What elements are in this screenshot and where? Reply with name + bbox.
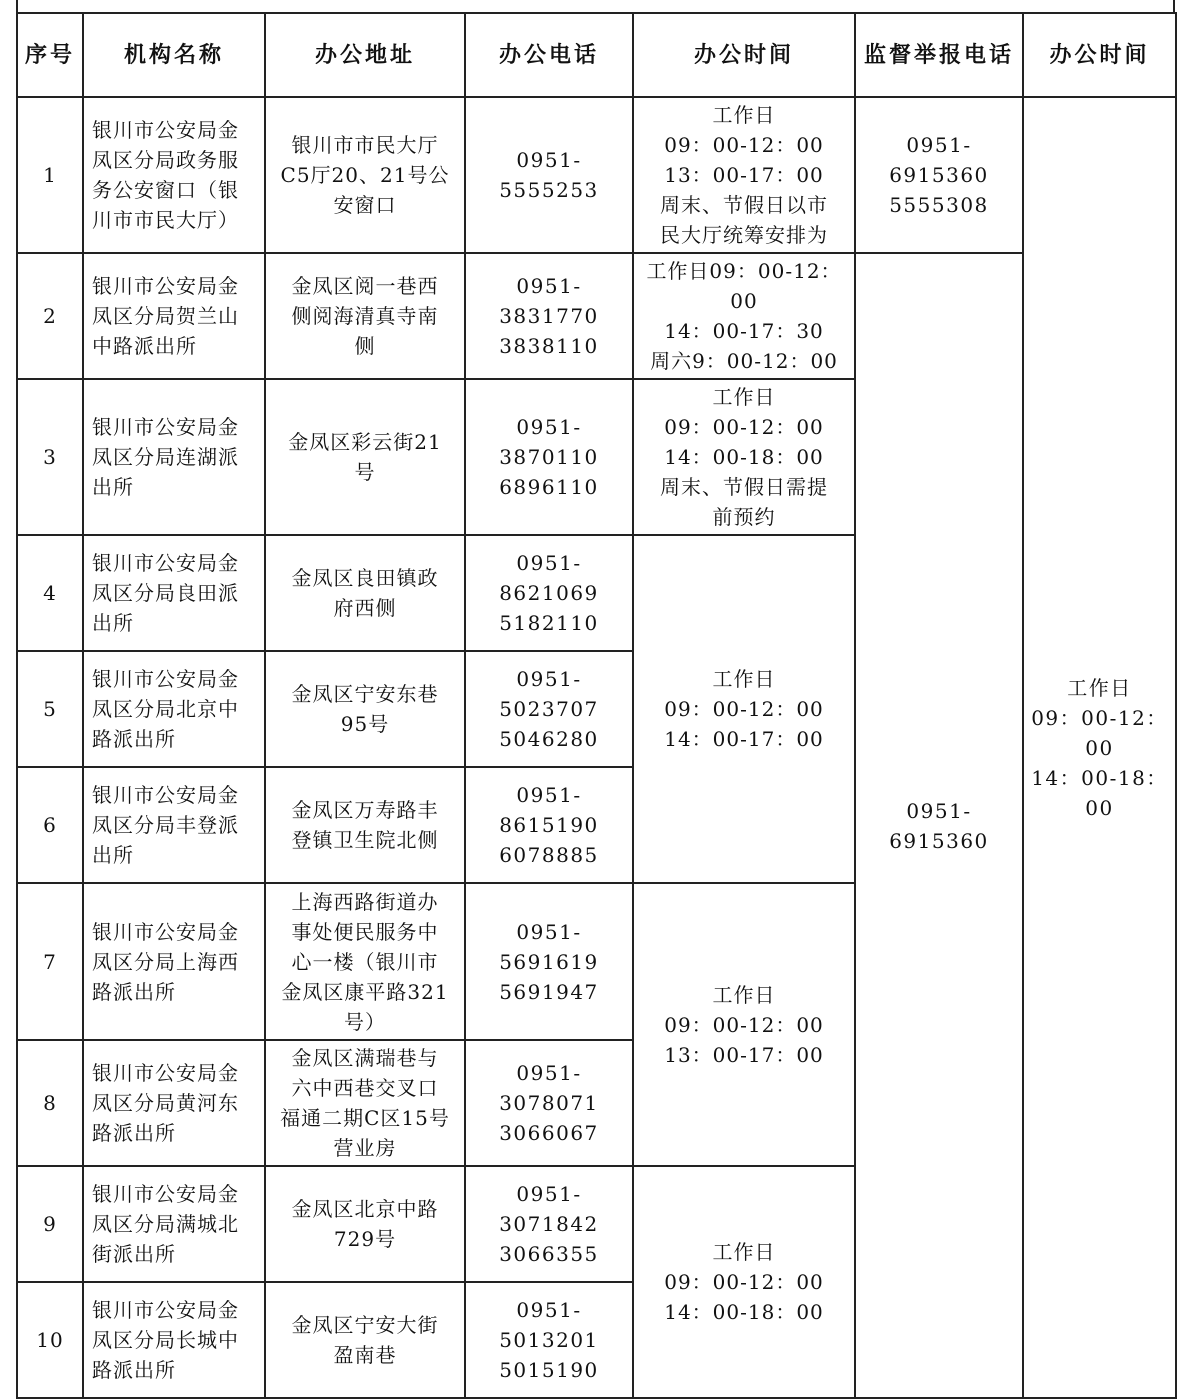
row-org-name: 银川市公安局金 凤区分局黄河东 路派出所 (83, 1040, 265, 1166)
row-org-name: 银川市公安局金 凤区分局政务服 务公安窗口（银 川市市民大厅） (83, 97, 265, 253)
row-phone: 0951-5013201 5015190 (465, 1282, 633, 1398)
row-phone: 0951-5555253 (465, 97, 633, 253)
hours-rows-7-8: 工作日 09：00-12：00 13：00-17：00 (633, 883, 855, 1166)
row-address: 银川市市民大厅 C5厅20、21号公 安窗口 (265, 97, 465, 253)
hours-2-merged: 工作日 09：00-12：00 14：00-18：00 (1023, 97, 1176, 1398)
row-address: 金凤区宁安大街 盈南巷 (265, 1282, 465, 1398)
row-address: 上海西路街道办 事处便民服务中 心一楼（银川市 金凤区康平路321 号） (265, 883, 465, 1040)
row-serial: 8 (17, 1040, 83, 1166)
row-phone: 0951-3831770 3838110 (465, 253, 633, 379)
police-office-table (16, 12, 1177, 1399)
row-serial: 4 (17, 535, 83, 651)
row-serial: 10 (17, 1282, 83, 1398)
header-serial: 序号 (17, 13, 83, 97)
table-row (17, 253, 1176, 379)
row-org-name: 银川市公安局金 凤区分局良田派 出所 (83, 535, 265, 651)
row-address: 金凤区彩云街21 号 (265, 379, 465, 535)
row-org-name: 银川市公安局金 凤区分局上海西 路派出所 (83, 883, 265, 1040)
row-serial: 7 (17, 883, 83, 1040)
row-address: 金凤区良田镇政 府西侧 (265, 535, 465, 651)
row-supervision-phone: 0951-6915360 5555308 (855, 97, 1023, 253)
row-phone: 0951-3078071 3066067 (465, 1040, 633, 1166)
hours-rows-4-6: 工作日 09：00-12：00 14：00-17：00 (633, 535, 855, 883)
header-phone: 办公电话 (465, 13, 633, 97)
row-phone: 0951-5023707 5046280 (465, 651, 633, 767)
header-address: 办公地址 (265, 13, 465, 97)
row-org-name: 银川市公安局金 凤区分局满城北 街派出所 (83, 1166, 265, 1282)
header-hours: 办公时间 (633, 13, 855, 97)
row-address: 金凤区阅一巷西 侧阅海清真寺南 侧 (265, 253, 465, 379)
header-row (17, 13, 1176, 97)
row-serial: 1 (17, 97, 83, 253)
row-serial: 2 (17, 253, 83, 379)
row-phone: 0951-3071842 3066355 (465, 1166, 633, 1282)
row-org-name: 银川市公安局金 凤区分局北京中 路派出所 (83, 651, 265, 767)
header-hours-2: 办公时间 (1023, 13, 1176, 97)
row-phone: 0951-8615190 6078885 (465, 767, 633, 883)
row-serial: 9 (17, 1166, 83, 1282)
row-hours: 工作日09：00-12：00 14：00-17：30 周六9：00-12：00 (633, 253, 855, 379)
row-address: 金凤区宁安东巷 95号 (265, 651, 465, 767)
table-row (17, 97, 1176, 253)
row-serial: 3 (17, 379, 83, 535)
hours-rows-9-10: 工作日 09：00-12：00 14：00-18：00 (633, 1166, 855, 1398)
header-supervision-phone: 监督举报电话 (855, 13, 1023, 97)
row-org-name: 银川市公安局金 凤区分局贺兰山 中路派出所 (83, 253, 265, 379)
row-address: 金凤区北京中路 729号 (265, 1166, 465, 1282)
row-address: 金凤区满瑞巷与 六中西巷交叉口 福通二期C区15号 营业房 (265, 1040, 465, 1166)
row-serial: 5 (17, 651, 83, 767)
header-org-name: 机构名称 (83, 13, 265, 97)
row-address: 金凤区万寿路丰 登镇卫生院北侧 (265, 767, 465, 883)
supervision-phone-merged: 0951-6915360 (855, 253, 1023, 1398)
row-phone: 0951-8621069 5182110 (465, 535, 633, 651)
row-org-name: 银川市公安局金 凤区分局连湖派 出所 (83, 379, 265, 535)
row-org-name: 银川市公安局金 凤区分局丰登派 出所 (83, 767, 265, 883)
table-top-border (16, 0, 1175, 12)
row-hours: 工作日 09：00-12：00 14：00-18：00 周末、节假日需提 前预约 (633, 379, 855, 535)
row-phone: 0951-5691619 5691947 (465, 883, 633, 1040)
row-hours: 工作日 09：00-12：00 13：00-17：00 周末、节假日以市 民大厅统筹安排为 (633, 97, 855, 253)
row-phone: 0951-3870110 6896110 (465, 379, 633, 535)
row-org-name: 银川市公安局金 凤区分局长城中 路派出所 (83, 1282, 265, 1398)
row-serial: 6 (17, 767, 83, 883)
